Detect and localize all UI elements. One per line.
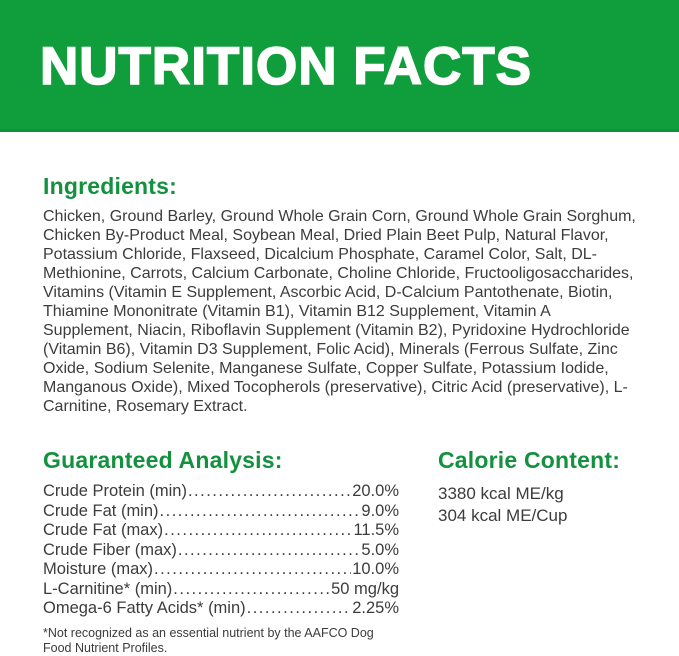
table-row xyxy=(43,502,399,522)
nutrient-value: 9.0% xyxy=(361,501,399,520)
dot-leader xyxy=(178,541,361,561)
table-row xyxy=(43,521,399,541)
dot-leader xyxy=(164,521,352,541)
calorie-values xyxy=(438,483,620,527)
table-row xyxy=(43,541,399,561)
ingredients-section xyxy=(43,173,649,416)
calorie-line-cup: 304 kcal ME/Cup xyxy=(438,506,568,525)
nutrient-value: 11.5% xyxy=(353,521,399,539)
table-row xyxy=(43,560,399,580)
nutrient-value: 2.25% xyxy=(352,599,399,617)
analysis-columns xyxy=(43,447,649,656)
calorie-content-section xyxy=(438,447,620,527)
nutrient-value: 50 mg/kg xyxy=(331,579,399,598)
dot-leader xyxy=(247,599,352,619)
nutrition-facts-banner xyxy=(0,0,679,132)
dot-leader xyxy=(188,482,351,502)
label-content xyxy=(0,173,679,656)
nutrient-label: Moisture (max) xyxy=(43,560,154,578)
aafco-footnote: *Not recognized as an essential nutrient by the AAFCO Dog Food Nutrient Profiles. xyxy=(43,625,374,655)
calorie-content-heading: Calorie Content: xyxy=(438,447,621,473)
table-row xyxy=(43,599,399,619)
nutrient-label: Crude Fat (max) xyxy=(43,521,164,539)
calorie-line-kg: 3380 kcal ME/kg xyxy=(438,484,564,503)
guaranteed-analysis-section xyxy=(43,447,399,656)
nutrient-label: Crude Fiber (max) xyxy=(43,540,177,559)
ingredients-text: Chicken, Ground Barley, Ground Whole Grain Corn, Ground Whole Grain Sorghum, Chicken By-Product Meal, Soybean Meal, Dried Plain Beet Pulp, Natural Flavor, Potassium Chloride, Flaxseed, Dicalcium Phosphate, Caramel Color, Salt, DL-Methionine, Carrots, Calcium Carbonate, Choline Chloride, Fructooligosaccharides, Vitamins (Vitamin E Supplement, Ascorbic Acid, D-Calcium Pantothenate, Biotin, Thiamine Mononitrate (Vitamin B1), Vitamin B12 Supplement, Vitamin A Supplement, Niacin, Riboflavin Supplement (Vitamin B2), Pyridoxine Hydrochloride (Vitamin B6), Vitamin D3 Supplement, Folic Acid), Minerals (Ferrous Sulfate, Zinc Oxide, Sodium Selenite, Manganese Sulfate, Copper Sulfate, Potassium Iodide, Manganous Oxide), Mixed Tocopherols (preservative), Citric Acid (preservative), L-Carnitine, Rosemary Extract. xyxy=(43,208,636,415)
nutrient-value: 10.0% xyxy=(352,560,399,578)
guaranteed-analysis-heading: Guaranteed Analysis: xyxy=(43,447,283,473)
table-row xyxy=(43,580,399,600)
nutrient-value: 5.0% xyxy=(361,540,399,559)
guaranteed-analysis-table xyxy=(43,482,399,619)
dot-leader xyxy=(160,502,361,522)
ingredients-heading: Ingredients: xyxy=(43,173,178,199)
nutrient-label: Crude Fat (min) xyxy=(43,501,159,520)
nutrient-label: Crude Protein (min) xyxy=(43,482,187,500)
nutrient-label: L-Carnitine* (min) xyxy=(43,579,173,598)
table-row xyxy=(43,482,399,502)
banner-title: NUTRITION FACTS xyxy=(40,36,532,96)
dot-leader xyxy=(154,560,351,580)
nutrient-label: Omega-6 Fatty Acids* (min) xyxy=(43,599,246,617)
nutrient-value: 20.0% xyxy=(352,482,399,500)
dot-leader xyxy=(173,580,330,600)
